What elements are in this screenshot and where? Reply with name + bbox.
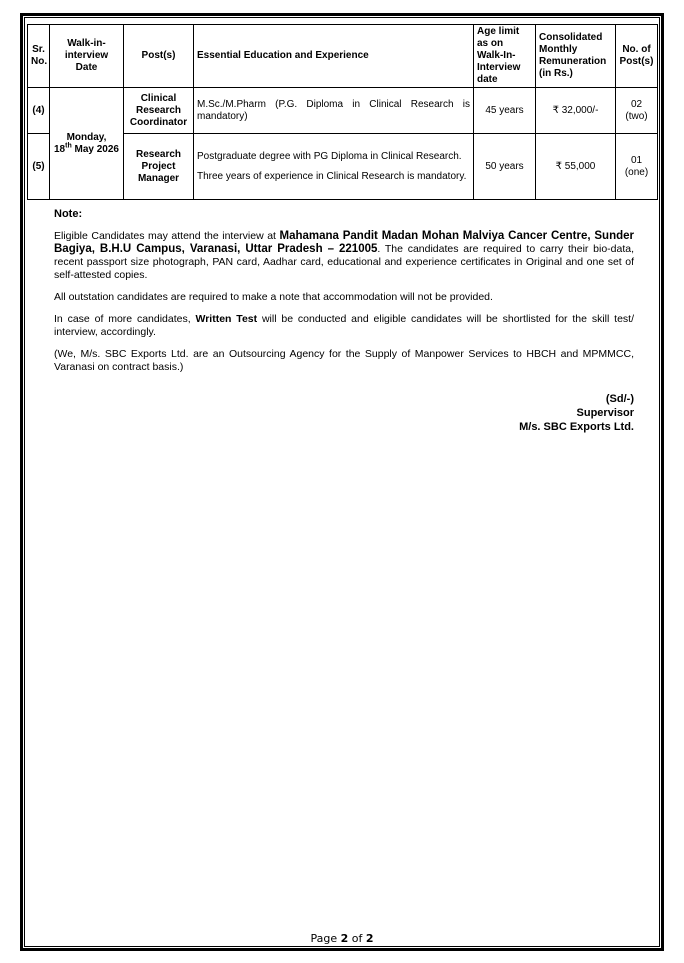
row-post: Clinical Research Coordinator xyxy=(124,88,194,134)
note-heading: Note: xyxy=(54,208,83,220)
note-paragraph-venue xyxy=(54,230,634,282)
notes-section xyxy=(54,208,634,383)
signature-block xyxy=(519,392,634,434)
page-footer xyxy=(0,932,684,945)
row-remuneration: ₹ 32,000/- xyxy=(536,88,616,134)
row-education: M.Sc./M.Pharm (P.G. Diploma in Clinical Research is mandatory) xyxy=(194,88,474,134)
row-age: 45 years xyxy=(474,88,536,134)
row-age: 50 years xyxy=(474,134,536,200)
written-test-intro: In case of more candidates, xyxy=(54,313,196,325)
interview-date-suffix: th xyxy=(65,142,72,150)
header-count: No. of Post(s) xyxy=(616,25,658,88)
table-header-row xyxy=(28,25,658,88)
interview-date-day: Monday, xyxy=(66,131,107,143)
interview-date-num: 18 xyxy=(54,143,66,155)
note-paragraph-agency: (We, M/s. SBC Exports Ltd. are an Outsourcing Agency for the Supply of Manpower Services to HBCH and MPMMCC, Varanasi on contract basis.) xyxy=(54,348,634,373)
note-paragraph-written-test xyxy=(54,313,634,339)
table-row xyxy=(28,88,658,134)
row-education xyxy=(194,134,474,200)
venue-intro: Eligible Candidates may attend the interview at xyxy=(54,230,280,242)
posts-table xyxy=(27,24,658,200)
header-education: Essential Education and Experience xyxy=(194,25,474,88)
venue-address: Mahamana Pandit Madan Mohan Malviya Cancer Centre, Sunder Bagiya, B.H.U Campus, Varanasi, Uttar Pradesh – 221005 xyxy=(54,230,634,255)
written-test-label: Written Test xyxy=(195,313,258,325)
signature-org: M/s. SBC Exports Ltd. xyxy=(519,421,634,433)
table-container xyxy=(27,24,657,200)
footer-total-pages: 2 xyxy=(365,932,374,945)
row-post: Research Project Manager xyxy=(124,134,194,200)
footer-prefix: Page xyxy=(310,932,341,945)
row-sr-no: (4) xyxy=(28,88,50,134)
footer-middle: of xyxy=(348,932,366,945)
header-date: Walk-in-interview Date xyxy=(50,25,124,88)
signature-title: Supervisor xyxy=(576,407,634,419)
signature-sd: (Sd/-) xyxy=(605,393,634,405)
header-posts: Post(s) xyxy=(124,25,194,88)
row-count: 01 (one) xyxy=(616,134,658,200)
footer-current-page: 2 xyxy=(340,932,349,945)
header-remuneration: Consolidated Monthly Remuneration (in Rs.) xyxy=(536,25,616,88)
header-sr-no: Sr. No. xyxy=(28,25,50,88)
interview-date-month-year: May 2026 xyxy=(71,143,119,155)
row-count: 02 (two) xyxy=(616,88,658,134)
education-line: Postgraduate degree with PG Diploma in Clinical Research. xyxy=(197,150,462,162)
venue-requirements: . The candidates are required to carry their bio-data, recent passport size photograph, PAN card, Aadhar card, educational and experience certificates in Original and one set of self-attested copies. xyxy=(54,243,635,281)
education-line: Three years of experience in Clinical Research is mandatory. xyxy=(197,170,467,182)
note-paragraph-accommodation: All outstation candidates are required to make a note that accommodation will not be provided. xyxy=(54,291,493,303)
row-sr-no: (5) xyxy=(28,134,50,200)
written-test-details: will be conducted and eligible candidates will be shortlisted for the skill test/ interview, accordingly. xyxy=(54,313,634,338)
row-remuneration: ₹ 55,000 xyxy=(536,134,616,200)
header-age: Age limit as on Walk-In-Interview date xyxy=(474,25,536,88)
interview-date xyxy=(50,88,124,200)
